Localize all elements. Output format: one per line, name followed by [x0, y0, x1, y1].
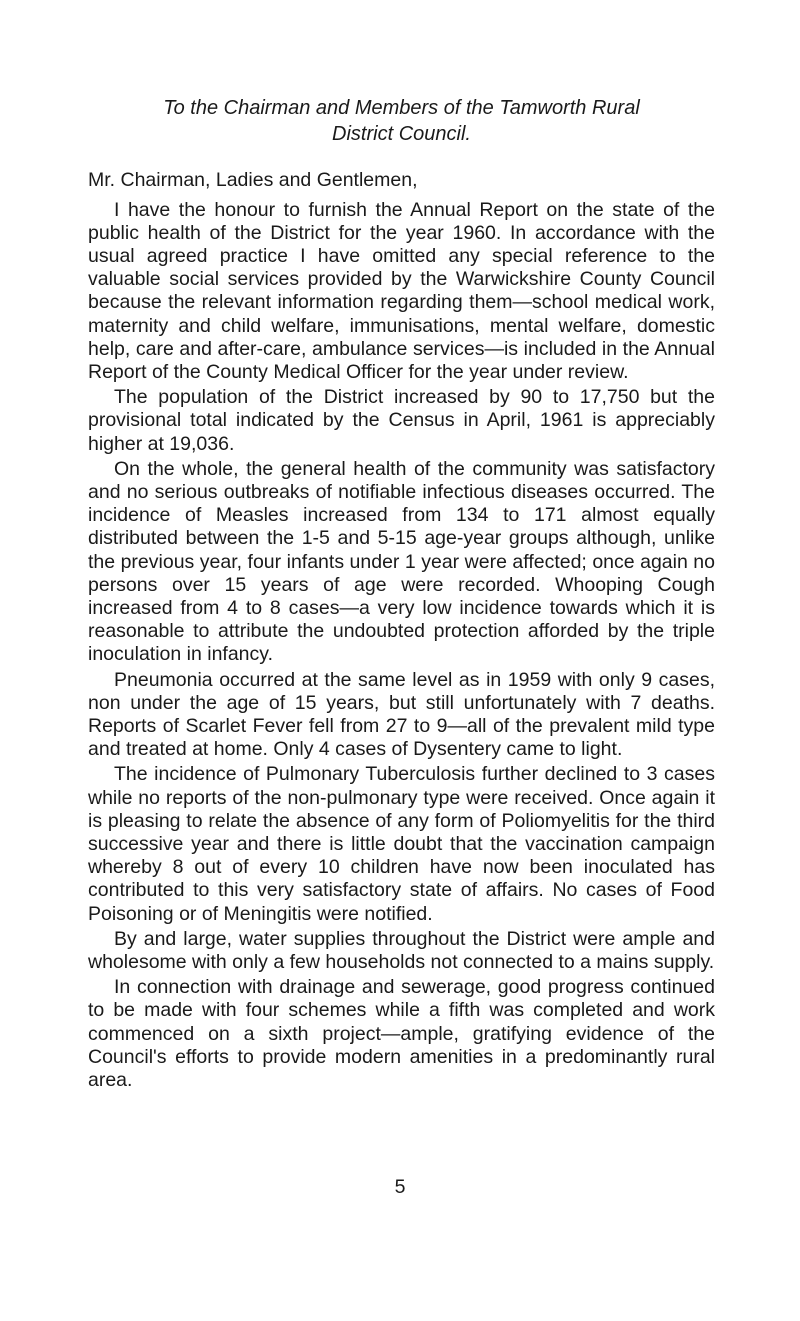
- salutation: Mr. Chairman, Ladies and Gentlemen,: [88, 169, 418, 191]
- address-heading: [88, 95, 715, 147]
- paragraph-tuberculosis: The incidence of Pulmonary Tuberculosis further declined to 3 cases while no reports of the non-pulmonary type were received. Once again it is pleasing to relate the absence of any form of Poliomyelitis for the third successive year and there is little doubt that the vaccination campaign whereby 8 out of every 10 children have now been inoculated has contributed to this very satisfactory state of affairs. No cases of Food Poisoning or of Meningitis were notified.: [88, 763, 715, 925]
- address-line-1: To the Chairman and Members of the Tamworth Rural: [163, 97, 640, 119]
- paragraph-drainage: In connection with drainage and sewerage, good progress continued to be made with four schemes while a fifth was completed and work commenced on a sixth project—ample, gratifying evidence of the Council's efforts to provide modern amenities in a predominantly rural area.: [88, 976, 715, 1092]
- paragraph-water-supplies: By and large, water supplies throughout the District were ample and wholesome with only a few households not connected to a mains supply.: [88, 927, 715, 973]
- paragraph-general-health: On the whole, the general health of the community was satisfactory and no serious outbreaks of notifiable infectious diseases occurred. The incidence of Measles increased from 134 to 171 almost equally distributed between the 1-5 and 5-15 age-year groups although, unlike the previous year, four infants under 1 year were affected; once again no persons over 15 years of age were recorded. Whooping Cough increased from 4 to 8 cases—a very low incidence towards which it is reasonable to attribute the undoubted protection afforded by the triple inoculation in infancy.: [88, 457, 715, 666]
- report-body: [88, 95, 715, 1094]
- address-line-2: District Council.: [332, 123, 471, 145]
- paragraph-population: The population of the District increased by 90 to 17,750 but the provisional total indicated by the Census in April, 1961 is appreciably higher at 19,036.: [88, 386, 715, 455]
- page-number: 5: [394, 1176, 406, 1198]
- paragraph-report-intro: I have the honour to furnish the Annual Report on the state of the public health of the District for the year 1960. In accordance with the usual agreed practice I have omitted any special reference to the valuable social services provided by the Warwickshire County Council because the relevant information regarding them—school medical work, maternity and child welfare, immunisations, mental welfare, domestic help, care and after-care, ambulance services—is included in the Annual Report of the County Medical Officer for the year under review.: [88, 198, 715, 383]
- paragraph-pneumonia: Pneumonia occurred at the same level as in 1959 with only 9 cases, non under the age of 15 years, but still unfortunately with 7 deaths. Reports of Scarlet Fever fell from 27 to 9—all of the prevalent mild type and treated at home. Only 4 cases of Dysentery came to light.: [88, 668, 715, 761]
